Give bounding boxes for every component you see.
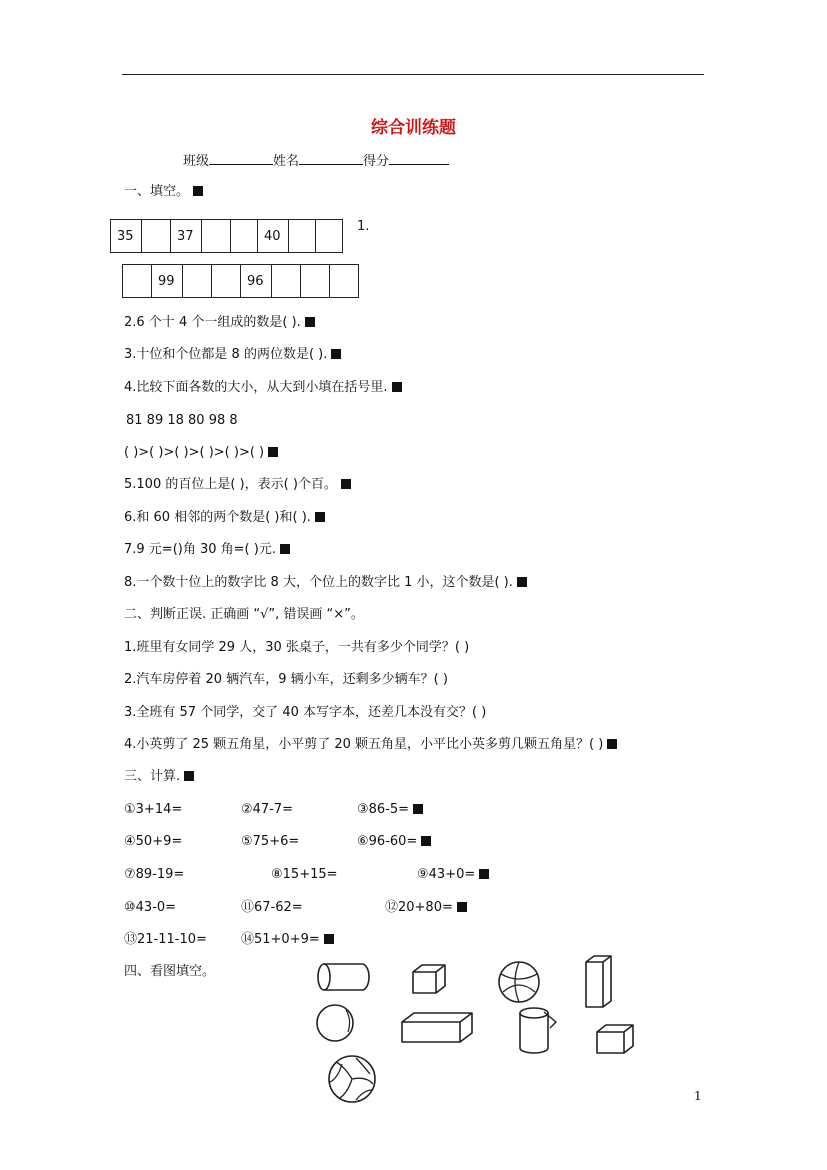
square-marker <box>305 317 315 327</box>
page-title: 综合训练题 <box>371 118 456 138</box>
question-4-blanks[interactable]: ( )>( )>( )>( )>( )>( ) <box>124 445 278 461</box>
judge-item-4[interactable]: 4.小英剪了 25 颗五角星，小平剪了 20 颗五角星，小平比小英多剪几颗五角星？( ) <box>124 737 617 753</box>
section4-heading: 四、看图填空。 <box>124 964 216 979</box>
square-marker <box>341 479 351 489</box>
grid2-cell[interactable] <box>330 265 359 298</box>
number-grid-1 <box>110 219 343 253</box>
section1-heading: 一、填空。 <box>124 184 203 200</box>
grid2-cell[interactable] <box>272 265 301 298</box>
grid1-cell[interactable] <box>202 220 231 253</box>
square-marker <box>315 512 325 522</box>
header-rule <box>122 74 704 75</box>
square-marker <box>324 934 334 944</box>
grid2-cell[interactable] <box>301 265 330 298</box>
square-marker <box>331 349 341 359</box>
judge-item-3[interactable]: 3.全班有 57 个同学，交了 40 本写字本，还差几本没有交？( ) <box>124 705 487 720</box>
calc-item[interactable]: ⑤75+6= <box>241 834 300 849</box>
calc-item[interactable]: ⑦89-19= <box>124 867 185 882</box>
page-number: 1 <box>694 1089 702 1103</box>
grid2-cell[interactable] <box>183 265 212 298</box>
question-4-numbers: 81 89 18 80 98 8 <box>126 413 238 428</box>
square-marker <box>280 544 290 554</box>
grid1-cell[interactable] <box>289 220 316 253</box>
can-figure <box>514 1004 560 1056</box>
calc-item[interactable]: ⑪67-62= <box>241 900 303 915</box>
square-marker <box>421 836 431 846</box>
number-grid-2 <box>122 264 359 298</box>
grid2-cell: 96 <box>241 265 272 298</box>
square-marker <box>413 804 423 814</box>
grid2-cell: 99 <box>152 265 183 298</box>
calc-item[interactable]: ⑫20+80= <box>385 900 467 916</box>
calc-item[interactable]: ④50+9= <box>124 834 183 849</box>
score-label: 得分 <box>363 154 390 169</box>
small-cube-figure <box>410 962 450 996</box>
grid1-cell[interactable] <box>142 220 171 253</box>
tall-box-figure <box>583 954 615 1010</box>
square-marker <box>193 186 203 196</box>
grid1-cell: 35 <box>111 220 142 253</box>
grid1-cell: 40 <box>258 220 289 253</box>
judge-item-1[interactable]: 1.班里有女同学 29 人，30 张桌子，一共有多少个同学？( ) <box>124 640 470 655</box>
calc-item[interactable]: ③86-5= <box>357 802 423 818</box>
question-8: 8.一个数十位上的数字比 8 大，个位上的数字比 1 小，这个数是( ). <box>124 575 527 591</box>
score-field[interactable] <box>389 151 449 165</box>
question-7: 7.9 元=()角 30 角=( )元. <box>124 542 290 558</box>
grid1-cell[interactable] <box>231 220 258 253</box>
square-marker <box>457 902 467 912</box>
basketball-figure <box>495 960 543 1004</box>
calc-item[interactable]: ⑩43-0= <box>124 900 177 915</box>
section2-heading: 二、判断正误. 正确画 “√”, 错误画 “×”。 <box>124 607 364 622</box>
grid2-cell[interactable] <box>212 265 241 298</box>
grid1-cell[interactable] <box>316 220 343 253</box>
volleyball-figure <box>326 1054 378 1104</box>
flat-box-figure <box>398 1010 478 1046</box>
grid2-cell[interactable] <box>123 265 152 298</box>
sphere-figure <box>314 1002 358 1044</box>
square-marker <box>607 739 617 749</box>
cube-figure <box>594 1022 638 1056</box>
section3-heading: 三、计算. <box>124 769 194 785</box>
question-5: 5.100 的百位上是( )，表示( )个百。 <box>124 477 351 493</box>
name-field[interactable] <box>299 151 363 165</box>
question-2: 2.6 个十 4 个一组成的数是( ). <box>124 315 315 331</box>
q1-number: 1. <box>357 219 370 234</box>
question-3: 3.十位和个位都是 8 的两位数是( ). <box>124 347 341 363</box>
calc-item[interactable]: ⑭51+0+9= <box>241 932 334 948</box>
square-marker <box>392 382 402 392</box>
question-4: 4.比较下面各数的大小，从大到小填在括号里. <box>124 380 402 396</box>
square-marker <box>479 869 489 879</box>
class-field[interactable] <box>209 151 273 165</box>
calc-item[interactable]: ①3+14= <box>124 802 183 817</box>
calc-item[interactable]: ⑧15+15= <box>271 867 338 882</box>
square-marker <box>517 577 527 587</box>
judge-item-2[interactable]: 2.汽车房停着 20 辆汽车，9 辆小车，还剩多少辆车？( ) <box>124 672 448 687</box>
info-line <box>183 151 449 170</box>
square-marker <box>184 771 194 781</box>
class-label: 班级 <box>183 154 210 169</box>
calc-item[interactable]: ⑥96-60= <box>357 834 431 850</box>
name-label: 姓名 <box>273 154 300 169</box>
square-marker <box>268 447 278 457</box>
calc-item[interactable]: ⑨43+0= <box>417 867 489 883</box>
calc-item[interactable]: ②47-7= <box>241 802 294 817</box>
cylinder-figure <box>316 960 372 994</box>
calc-item[interactable]: ⑬21-11-10= <box>124 932 207 947</box>
grid1-cell: 37 <box>171 220 202 253</box>
question-6: 6.和 60 相邻的两个数是( )和( ). <box>124 510 325 526</box>
